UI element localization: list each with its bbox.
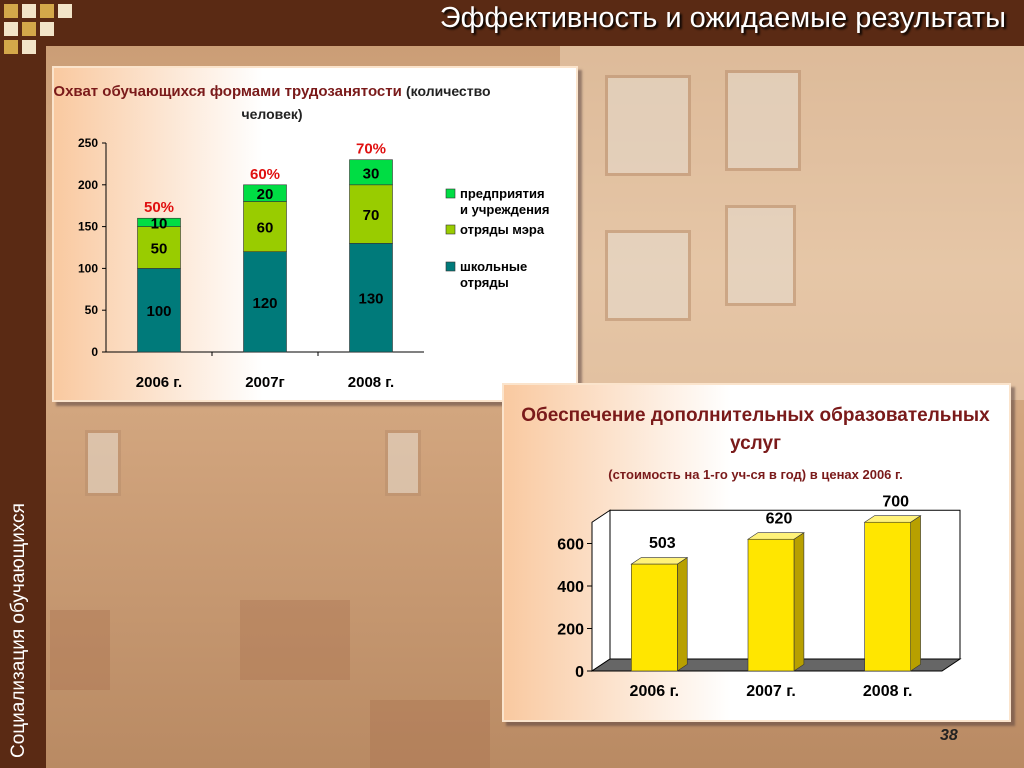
building-window [605,230,691,321]
legend-label: отряды мэра [460,222,545,237]
flower-pot [370,700,490,768]
percent-annotation: 60% [249,165,281,183]
x-tick-label: 2007 г. [746,683,796,700]
decor-square [4,40,18,54]
bar-top [748,533,804,540]
legend-label: предприятия [460,186,545,201]
y-tick-label: 200 [557,621,584,639]
slide-title: Эффективность и ожидаемые результаты [439,2,1006,34]
legend-swatch [446,225,455,234]
building-window [725,70,801,171]
x-tick-label: 2008 г. [347,374,395,391]
bar-side [794,533,804,671]
side-wall [592,510,610,671]
data-label: 130 [358,290,384,308]
decor-square [58,4,72,18]
y-tick-label: 600 [557,536,584,554]
x-tick-label: 2008 г. [862,683,913,700]
building-window [385,430,421,496]
decor-square [4,22,18,36]
y-tick-label: 0 [91,345,98,359]
building-window [725,205,796,306]
y-tick-label: 250 [77,136,98,150]
decor-square [40,22,54,36]
percent-annotation: 50% [143,199,175,217]
bar-top [865,516,921,523]
decor-square [40,4,54,18]
chart1-subtitle: (количество человек) [241,83,491,122]
bar-side [677,558,687,671]
x-tick-label: 2007г [245,374,285,391]
building-window [85,430,121,496]
legend-label: и учреждения [460,202,550,217]
y-tick-label: 0 [575,664,584,681]
bar [865,522,911,671]
building-window [605,75,691,176]
data-label: 700 [882,493,910,511]
data-label: 50 [150,240,168,258]
side-label: Социализация обучающихся [8,503,29,758]
data-label: 20 [256,186,274,204]
decor-square [22,4,36,18]
data-label: 120 [252,294,278,312]
data-label: 100 [146,303,172,321]
bar [631,564,677,671]
legend-swatch [446,262,455,271]
decor-square [22,22,36,36]
bar-side [911,516,921,671]
y-tick-label: 100 [77,261,98,276]
legend-swatch [446,189,455,198]
decor-square [4,4,18,18]
x-tick-label: 2006 г. [135,374,183,391]
bar-top [631,558,687,565]
chart2-title: Обеспечение дополнительных образовательных услуг [521,405,990,454]
y-tick-label: 200 [77,177,98,192]
y-tick-label: 150 [77,219,98,234]
data-label: 620 [765,510,793,528]
y-tick-label: 400 [557,579,584,596]
stacked-bar-chart [52,66,574,398]
page-number: 38 [940,727,958,744]
data-label: 60 [256,219,274,237]
legend-label: отряды [460,275,509,290]
data-label: 30 [362,165,380,183]
x-tick-label: 2006 г. [629,683,680,700]
data-label: 10 [150,215,168,233]
chart2-subtitle: (стоимость на 1-го уч-ся в год) в ценах 2006 г. [608,467,903,482]
percent-annotation: 70% [355,140,387,158]
bar-chart-3d [502,383,1007,718]
decor-square [22,40,36,54]
y-tick-label: 50 [84,303,98,318]
legend-label: школьные [460,259,528,274]
flower-pot [50,610,110,690]
data-label: 503 [648,535,676,553]
chart1-title-main: Охват обучающихся формами трудозанятости [53,83,402,100]
data-label: 70 [362,207,380,225]
flower-pot [240,600,350,680]
bar [748,539,794,671]
